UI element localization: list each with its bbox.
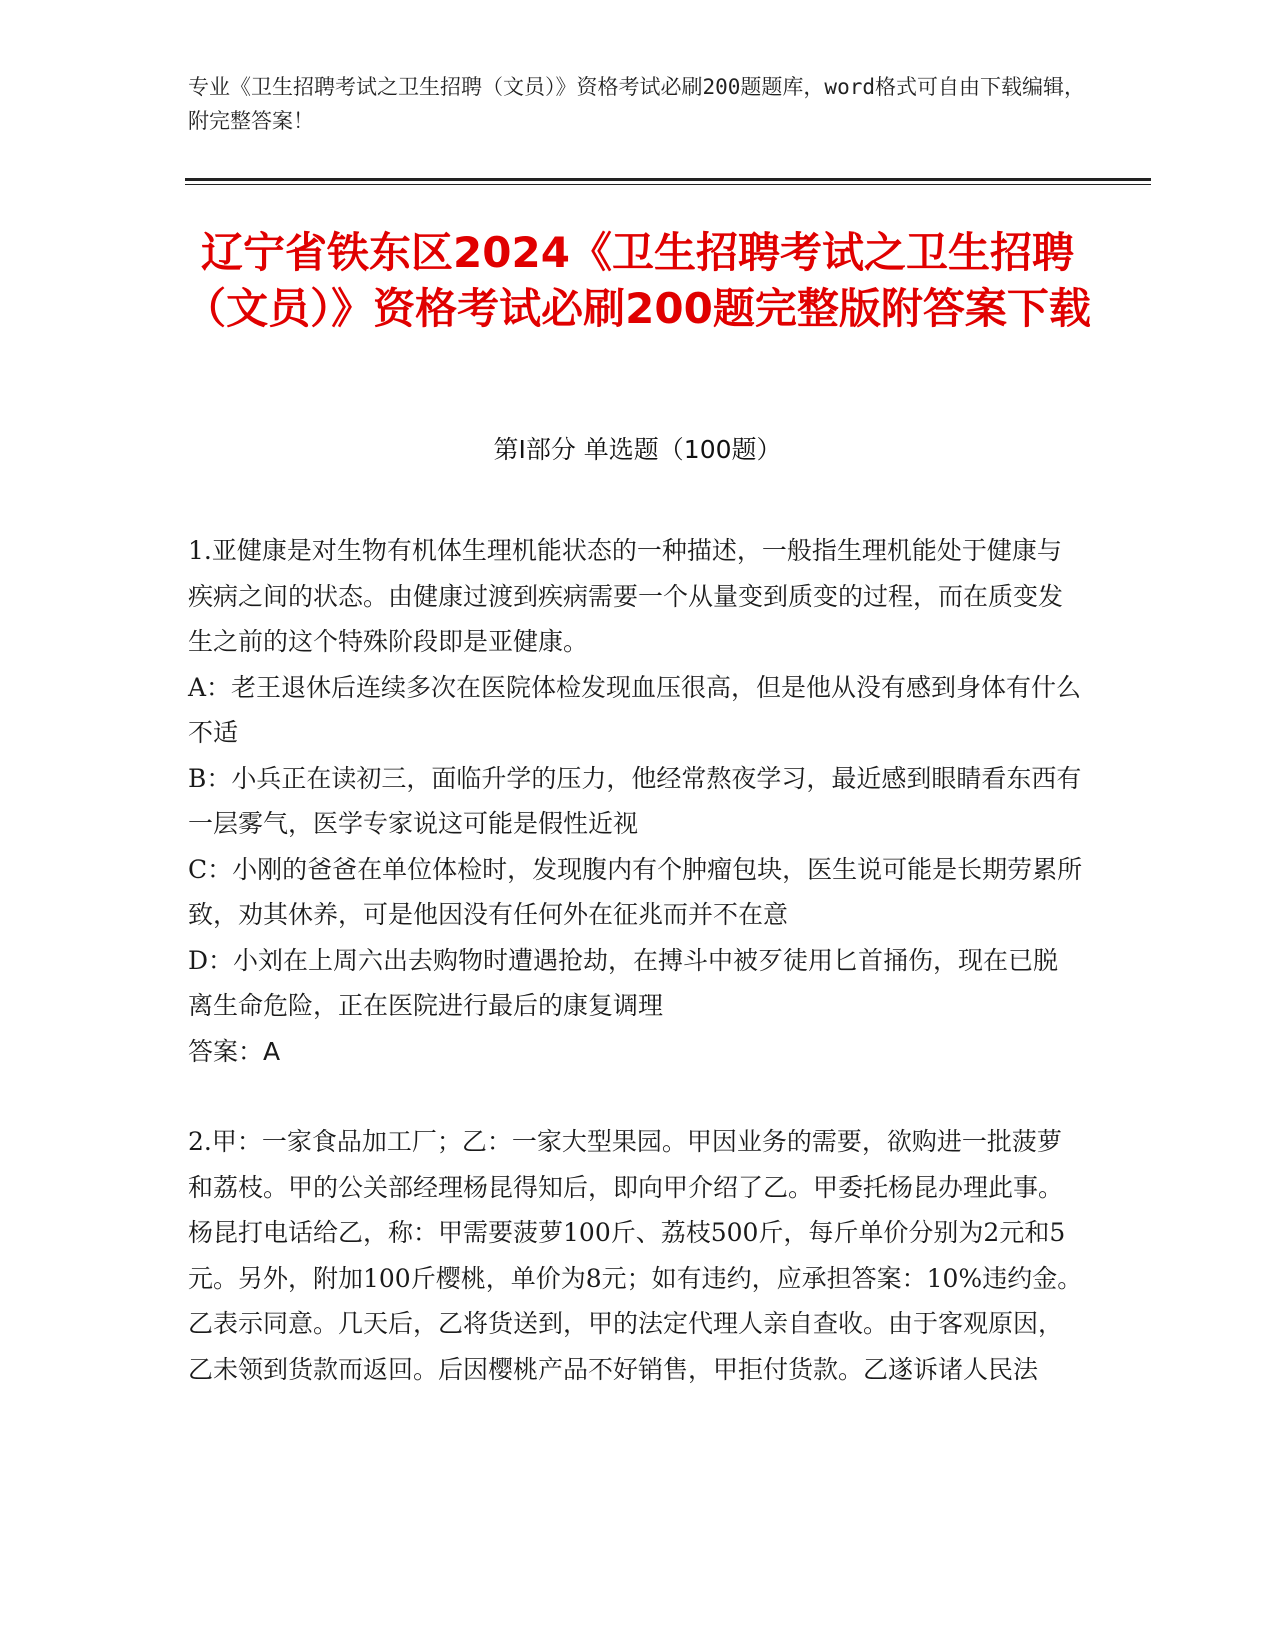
header-rule-thin [185,184,1151,185]
question-1 [188,528,1083,1074]
question-1-option-b: B：小兵正在读初三，面临升学的压力，他经常熬夜学习，最近感到眼睛看东西有一层雾气，医学专家说这可能是假性近视 [188,763,1082,838]
question-1-answer: 答案：A [188,1036,281,1066]
question-2 [188,1119,1083,1392]
question-list [188,528,1083,1392]
question-1-stem: 1.亚健康是对生物有机体生理机能状态的一种描述，一般指生理机能处于健康与疾病之间的状态。由健康过渡到疾病需要一个从量变到质变的过程，而在质变发生之前的这个特殊阶段即是亚健康。 [188,536,1064,656]
question-1-option-c: C：小刚的爸爸在单位体检时，发现腹内有个肿瘤包块，医生说可能是长期劳累所致，劝其休养，可是他因没有任何外在征兆而并不在意 [188,854,1083,929]
section-heading: 第I部分 单选题（100题） [493,435,782,464]
question-2-stem: 2.甲：一家食品加工厂；乙：一家大型果园。甲因业务的需要，欲购进一批菠萝和荔枝。甲的公关部经理杨昆得知后，即向甲介绍了乙。甲委托杨昆办理此事。杨昆打电话给乙，称：甲需要菠萝100斤、荔枝500斤，每斤单价分别为2元和5元。另外，附加100斤樱桃，单价为8元；如有违约，应承担答案：10%违约金。乙表示同意。几天后，乙将货送到，甲的法定代理人亲自查收。由于客观原因，乙未领到货款而返回。后因樱桃产品不好销售，甲拒付货款。乙遂诉诸人民法 [188,1127,1083,1384]
question-1-option-d: D：小刘在上周六出去购物时遭遇抢劫，在搏斗中被歹徒用匕首捅伤，现在已脱离生命危险，正在医院进行最后的康复调理 [188,945,1059,1020]
header-note: 专业《卫生招聘考试之卫生招聘（文员）》资格考试必刷200题题库，word格式可自由下载编辑，附完整答案！ [188,75,1085,133]
question-1-option-a: A：老王退休后连续多次在医院体检发现血压很高，但是他从没有感到身体有什么不适 [188,672,1082,747]
document-title: 辽宁省铁东区2024《卫生招聘考试之卫生招聘（文员）》资格考试必刷200题完整版附答案下载 [184,228,1091,333]
header-rule-thick [185,178,1151,181]
